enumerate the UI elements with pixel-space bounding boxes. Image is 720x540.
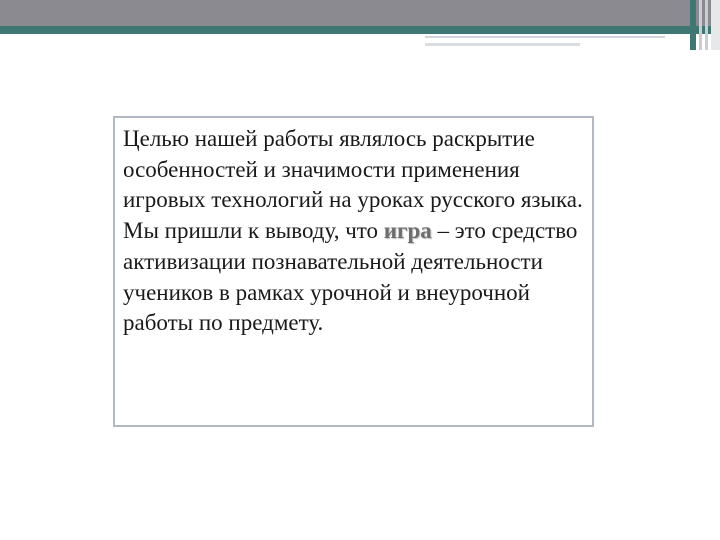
decor-line [425, 36, 665, 38]
paragraph-text-start: Целью нашей работы являлось раскрытие особенностей и значимости применения игровых технологий на уроках русского языка. Мы пришли к выводу, что [123, 126, 583, 244]
corner-decoration [686, 0, 720, 50]
header-band [0, 0, 720, 26]
header-accent-stripe [0, 26, 720, 34]
content-text-box [113, 116, 594, 427]
accent-word: игра [383, 218, 432, 244]
paragraph-text-end: – это средство активизации познавательной деятельности учеников в рамках урочной и внеурочной работы по предмету. [123, 218, 578, 336]
decor-line [425, 43, 580, 46]
